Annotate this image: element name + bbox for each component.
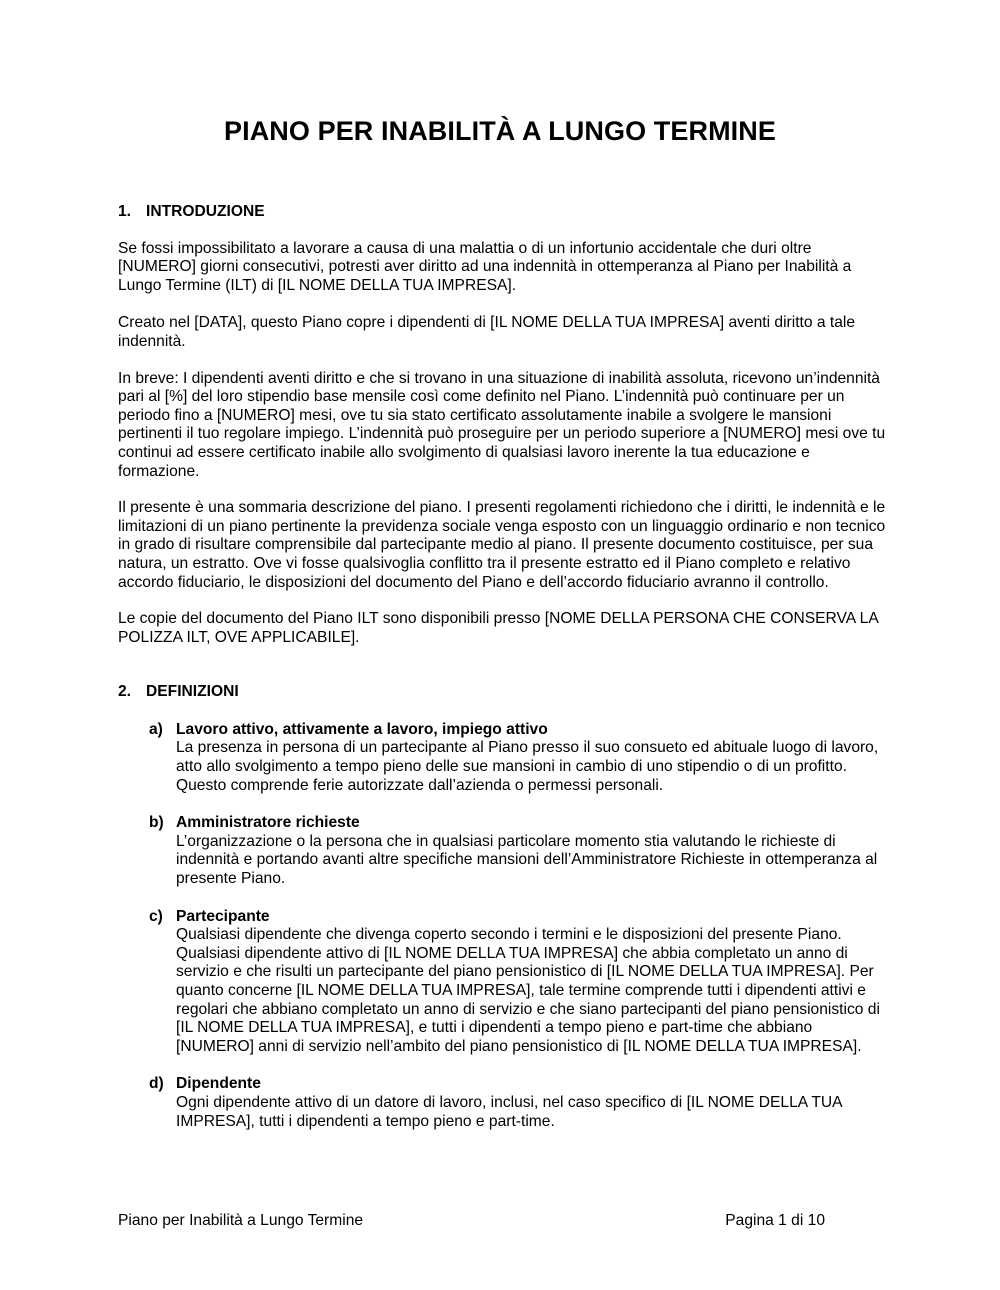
definition-body [176, 814, 888, 888]
definition-item [118, 814, 888, 888]
definition-text: Ogni dipendente attivo di un datore di lavoro, inclusi, nel caso specifico di [IL NOME DELLA TUA IMPRESA], tutti i dipendenti a tempo pieno e part-time. [176, 1093, 842, 1130]
section-title: DEFINIZIONI [146, 683, 239, 701]
definition-letter: c) [149, 907, 163, 925]
definition-item [118, 721, 888, 795]
definition-text: La presenza in persona di un partecipante al Piano presso il suo consueto ed abituale luogo di lavoro, atto allo svolgimento a tempo pieno delle sue mansioni in cambio di uno stipendio o di un profitto. Questo comprende ferie autorizzate dall’azienda o permessi personali. [176, 739, 879, 794]
section-heading-definizioni [118, 683, 888, 702]
definition-letter: a) [149, 720, 163, 738]
intro-paragraph: Le copie del documento del Piano ILT sono disponibili presso [NOME DELLA PERSONA CHE CONSERVA LA POLIZZA ILT, OVE APPLICABILE]. [118, 610, 878, 646]
page-number: Pagina 1 di 10 [725, 1212, 825, 1229]
intro-paragraph: Se fossi impossibilitato a lavorare a causa di una malattia o di un infortunio accidentale che duri oltre [NUMERO] giorni consecutivi, potresti aver diritto ad una indennità in ottemperanza al Piano per Inabilità a Lungo Termine (ILT) di [IL NOME DELLA TUA IMPRESA]. [118, 239, 852, 294]
definition-item [118, 1075, 888, 1131]
definition-term: Lavoro attivo, attivamente a lavoro, impiego attivo [176, 720, 548, 738]
intro-paragraph: Il presente è una sommaria descrizione del piano. I presenti regolamenti richiedono che i diritti, le indennità e le limitazioni di un piano pertinente la previdenza sociale venga esposto con un linguaggio ordinario e non tecnico in grado di risultare comprensibile dal partecipante medio al piano. Il presente documento costituisce, per sua natura, un estratto. Ove vi fosse qualsivoglia conflitto tra il presente estratto ed il Piano completo e relativo accordo fiduciario, le disposizioni del documento del Piano e dell’accordo fiduciario avranno il controllo. [118, 499, 886, 591]
section-number: 1. [118, 203, 132, 220]
section-number: 2. [118, 683, 132, 701]
definition-item [118, 908, 888, 1057]
definition-letter: b) [149, 814, 164, 832]
document-title: PIANO PER INABILITÀ A LUNGO TERMINE [223, 116, 776, 146]
definition-body [176, 908, 888, 1057]
definition-text: L’organizzazione o la persona che in qualsiasi particolare momento stia valutando le richieste di indennità e portando avanti altre specifiche mansioni dell’Amministratore Richieste in ottemperanza al presente Piano. [176, 832, 878, 888]
document-body [118, 203, 888, 1131]
intro-paragraph: Creato nel [DATA], questo Piano copre i dipendenti di [IL NOME DELLA TUA IMPRESA] aventi diritto a tale indennità. [118, 314, 856, 350]
definition-body [176, 1075, 888, 1131]
definition-text: Qualsiasi dipendente che divenga coperto secondo i termini e le disposizioni del presente Piano. Qualsiasi dipendente attivo di [IL NOME DELLA TUA IMPRESA] che abbia completato un anno di servizio e che risulti un partecipante del piano pensionistico di [IL NOME DELLA TUA IMPRESA]. Per quanto concerne [IL NOME DELLA TUA IMPRESA], tale termine comprende tutti i dipendenti attivi e regolari che abbiano completato un anno di servizio e che siano partecipanti del piano pensionistico di [IL NOME DELLA TUA IMPRESA], e tutti i dipendenti a tempo pieno e part-time che abbiano [NUMERO] anni di servizio nell’ambito del piano pensionistico di [IL NOME DELLA TUA IMPRESA]. [176, 926, 880, 1055]
definition-letter: d) [149, 1075, 164, 1093]
page-footer [118, 1212, 825, 1230]
definition-term: Dipendente [176, 1075, 261, 1093]
definition-body [176, 721, 888, 795]
footer-document-title: Piano per Inabilità a Lungo Termine [118, 1212, 364, 1229]
intro-paragraph: In breve: I dipendenti aventi diritto e che si trovano in una situazione di inabilità assoluta, ricevono un’indennità pari al [%] del loro stipendio base mensile così come definito nel Piano. L’indennità può continuare per un periodo fino a [NUMERO] mesi, ove tu sia stato certificato assolutamente inabile a svolgere le mansioni pertinenti il tuo regolare impiego. L’indennità può proseguire per un periodo superiore a [NUMERO] mesi ove tu continui ad essere certificato inabile allo svolgimento di qualsiasi lavoro inerente la tua educazione e formazione. [118, 369, 886, 480]
section-title: INTRODUZIONE [146, 203, 265, 220]
definition-term: Partecipante [176, 907, 270, 925]
section-heading-introduzione [118, 203, 888, 222]
definition-term: Amministratore richieste [176, 814, 360, 832]
